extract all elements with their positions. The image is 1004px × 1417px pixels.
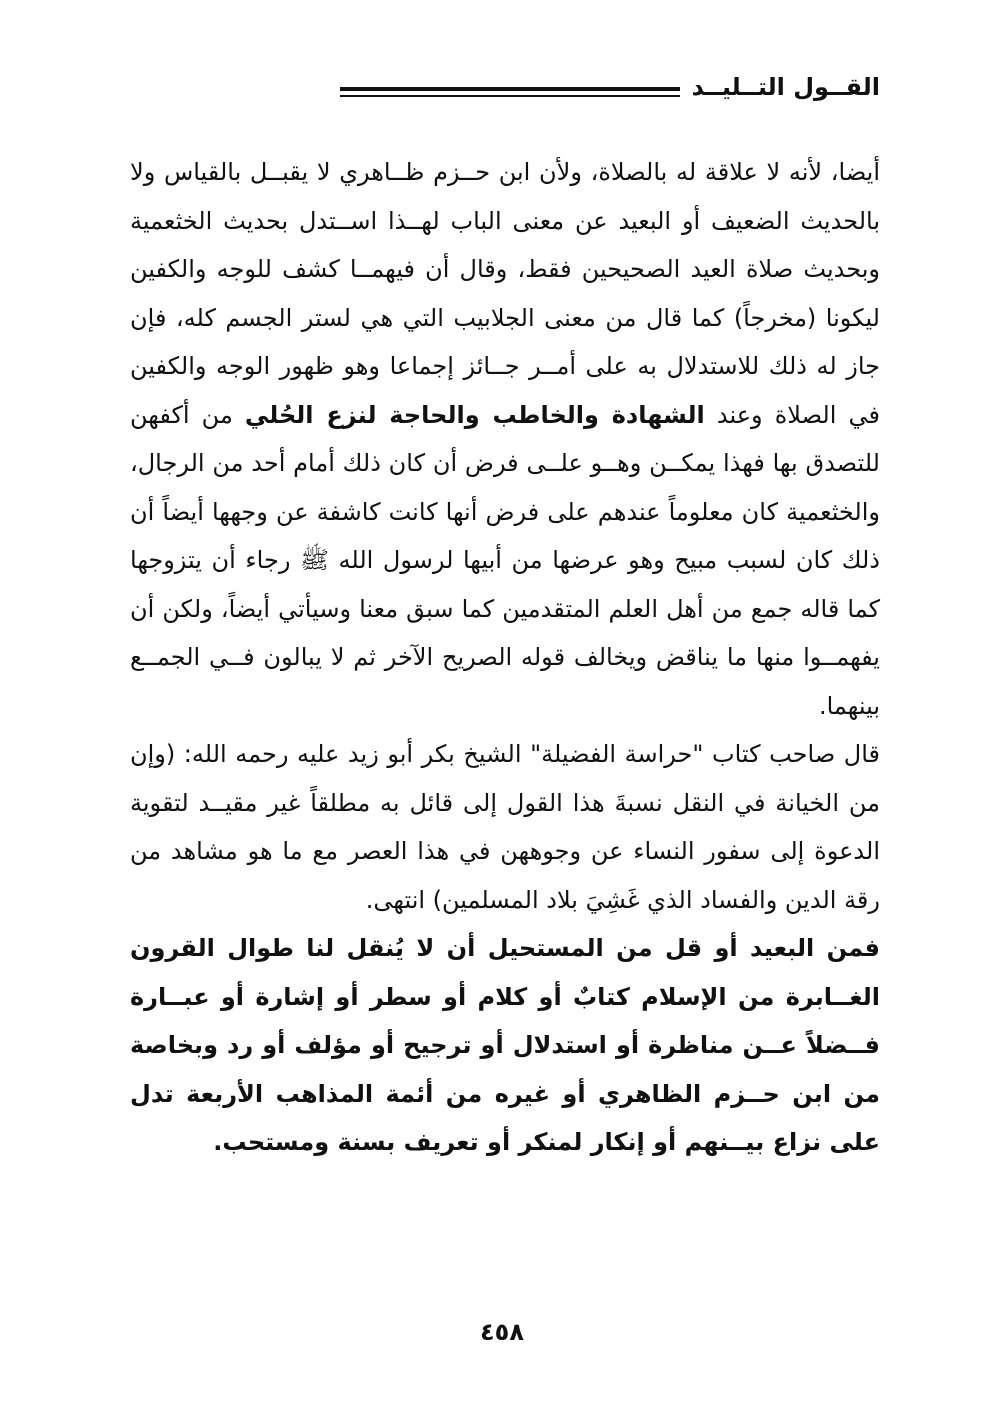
- paragraph-1-text-a: أيضا، لأنه لا علاقة له بالصلاة، ولأن ابن حــزم ظــاهري لا يقبــل بالقياس ولا بالحديث الضعيف أو البعيد عن معنى الباب لهــذا اســتدل بحديث الخثعمية وبحديث صلاة العيد الصحيحين فقط، وقال أن فيهمــا كشف للوجه والكفين ليكونا (مخرجاً) كما قال من معنى الجلابيب التي هي لستر الجسم كله، فإن جاز له ذلك للاستدلال به على أمــر جــائز إجماعا وهو ظهور الوجه والكفين في الصلاة وعند: [130, 158, 880, 429]
- paragraph-2-quote: قال صاحب كتاب "حراسة الفضيلة" الشيخ بكر أبو زيد عليه رحمه الله: (وإن من الخيانة في النقل نسبةَ هذا القول إلى قائل به مطلقاً غير مقيــد لتقوية الدعوة إلى سفور النساء عن وجوههن في هذا العصر مع ما هو مشاهد من رقة الدين والفساد الذي غَشِيَ بلاد المسلمين) انتهى.: [130, 740, 880, 914]
- running-header: [130, 70, 880, 110]
- paragraph-1: [130, 148, 880, 730]
- book-title: القــول التــليــد: [691, 73, 880, 101]
- paragraph-1-emphasis: الشهادة والخاطب والحاجة لنزع الحُلي: [244, 400, 705, 429]
- body-text: [130, 148, 880, 1167]
- page-number: ٤٥٨: [480, 1318, 524, 1346]
- header-rule-thin: [340, 95, 680, 97]
- paragraph-3-bold: فمن البعيد أو قل من المستحيل أن لا يُنقل لنا طوال القرون الغــابرة من الإسلام كتابٌ أو كلام أو سطر أو إشارة أو عبــارة فــضلاً عــن مناظرة أو استدلال أو ترجيح أو مؤلف أو رد وبخاصة من ابن حــزم الظاهري أو غيره من أئمة المذاهب الأربعة تدل على نزاع بيــنهم أو إنكار لمنكر أو تعريف بسنة ومستحب.: [130, 934, 880, 1156]
- paragraph-1-text-b: من أكفهن للتصدق بها فهذا يمكــن وهــو علــى فرض أن كان ذلك أمام أحد من الرجال، والخثعمية كان معلوماً عندهم على فرض أنها كانت كاشفة عن وجهها أيضاً أن ذلك كان لسبب مبيح وهو عرضها من أبيها لرسول الله ﷺ رجاء أن يتزوجها كما قاله جمع من أهل العلم المتقدمين كما سبق معنا وسيأتي أيضاً، ولكن أن يفهمــوا منها ما يناقض ويخالف قوله الصريح الآخر ثم لا يبالون فــي الجمــع بينهما.: [130, 400, 880, 720]
- header-rule-thick: [340, 87, 680, 91]
